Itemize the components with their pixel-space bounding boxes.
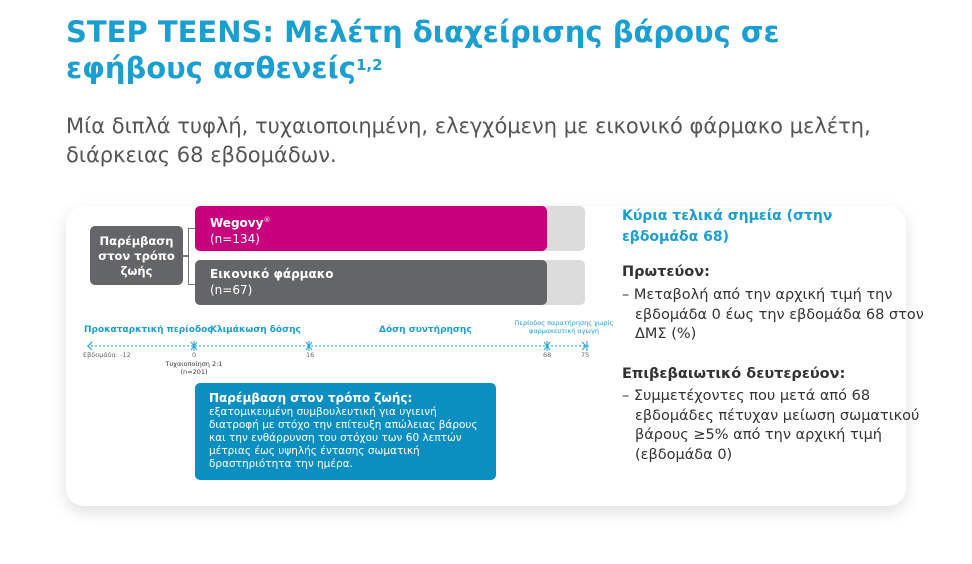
randomisation-label: Τυχαιοποίηση 2:1 (n=201) [165, 360, 223, 376]
page-title: STEP TEENS: Μελέτη διαχείρισης βάρους σε εφήβους ασθενείς$^{1,2}$ [66, 15, 780, 85]
lifestyle-body: εξατομικευμένη συμβουλευτική για υγιεινή διατροφή με στόχο την επίτευξη απώλειας βάρους και την ενθάρρυνση του στόχου των 60 λεπτών μέτριας έως υψηλής έντασης σωματική δραστηριότητα την ημέρα. [209, 406, 478, 470]
page-subtitle: Μία διπλά τυφλή, τυχαιοποιημένη, ελεγχόμενη με εικονικό φάρμακο μελέτη, διάρκειας 68 εβδομάδων. [66, 114, 871, 167]
wegovy-arm-name: Wegovy [210, 216, 264, 230]
phase-maintenance: Δόση συντήρησης [379, 325, 472, 335]
wegovy-bar [195, 206, 547, 251]
week-75: 75 [581, 351, 590, 359]
endpoints-title: Κύρια τελικά σημεία (στην εβδομάδα 68) [622, 208, 833, 245]
primary-endpoint-heading: Πρωτεύον: [622, 264, 710, 280]
phase-followup: Περίοδος παρατήρησης χωρίς φαρμακευτική αγωγή [514, 319, 614, 335]
week-0: 0 [192, 351, 197, 359]
phase-screening: Προκαταρκτική περίοδος [84, 325, 213, 335]
arm-bracket-mid [183, 255, 188, 257]
secondary-endpoint-text: – Συμμετέχοντες που μετά από 68 εβδομάδες πέτυχαν μείωση σωματικού βάρους ≥5% από την αρχική τιμή (εβδομάδα 0) [622, 388, 920, 463]
week-68: 68 [543, 351, 552, 359]
title-reference: 1,2 [356, 56, 383, 74]
phase-escalation: Κλιμάκωση δόσης [210, 325, 301, 335]
intervention-box: Παρέμβαση στον τρόπο ζωής [90, 226, 183, 285]
week-label: Εβδομάδα: -12 [83, 351, 131, 359]
registered-mark: ® [263, 216, 271, 224]
placebo-arm-name: Εικονικό φάρμακο [210, 267, 334, 281]
week-16: 16 [306, 351, 315, 359]
primary-endpoint-text: – Μεταβολή από την αρχική τιμή την εβδομάδα 0 έως την εβδομάδα 68 στον ΔΜΣ (%) [622, 287, 924, 342]
secondary-endpoint-heading: Επιβεβαιωτικό δευτερεύον: [622, 366, 846, 382]
lifestyle-heading: Παρέμβαση στον τρόπο ζωής: [209, 391, 413, 405]
placebo-arm-n: (n=67) [210, 283, 253, 297]
lifestyle-intervention-box [195, 383, 496, 480]
wegovy-arm-n: (n=134) [210, 232, 260, 246]
placebo-bar [195, 260, 547, 305]
timeline [80, 338, 600, 354]
